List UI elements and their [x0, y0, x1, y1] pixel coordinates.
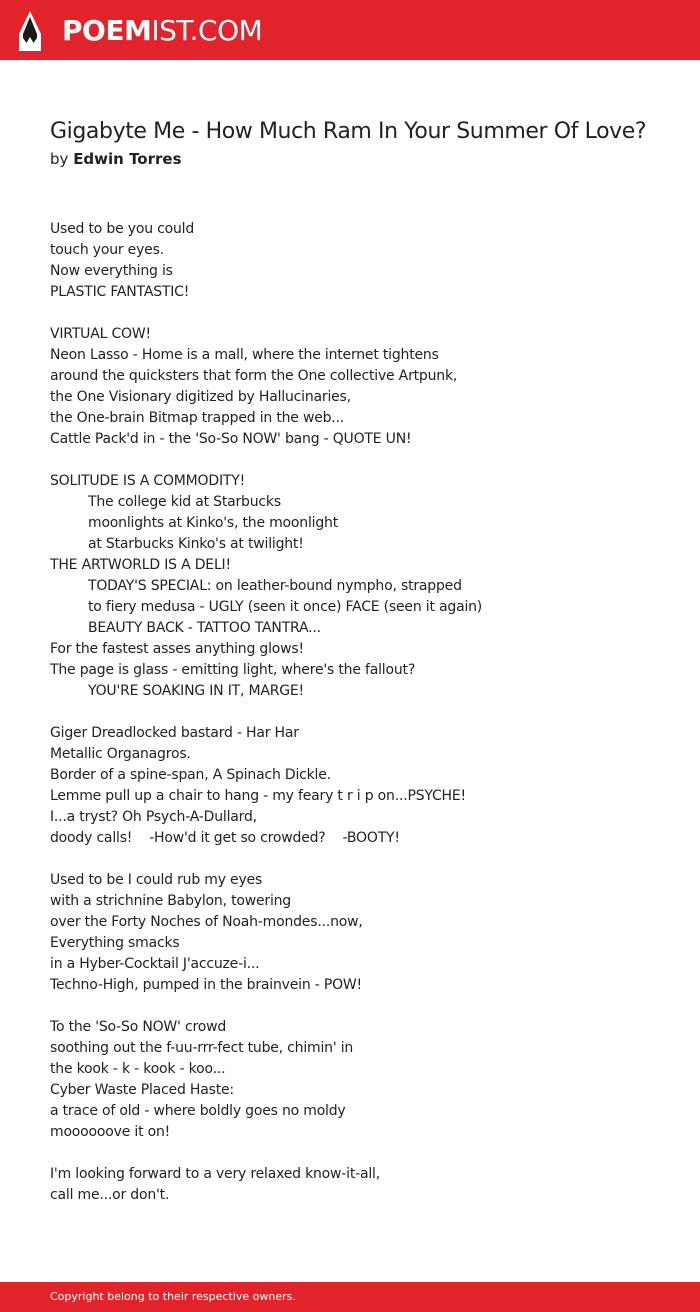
- poem-line: Metallic Organagros.: [50, 746, 191, 762]
- poem-line: BEAUTY BACK - TATTOO TANTRA...: [88, 620, 321, 636]
- poem-line: touch your eyes.: [50, 242, 164, 258]
- poem-line: Everything smacks: [50, 935, 180, 951]
- poem-line: Used to be I could rub my eyes: [50, 872, 263, 888]
- poem-line: PLASTIC FANTASTIC!: [50, 284, 190, 300]
- by-label: by: [50, 150, 69, 168]
- poem-line: the kook - k - kook - koo...: [50, 1061, 226, 1077]
- poem-line: SOLITUDE IS A COMMODITY!: [50, 473, 246, 489]
- poem-byline: [50, 148, 182, 170]
- poem-line: a trace of old - where boldly goes no moldy: [50, 1103, 346, 1119]
- poem-line: over the Forty Noches of Noah-mondes...now,: [50, 914, 363, 930]
- poem-line: THE ARTWORLD IS A DELI!: [50, 557, 231, 573]
- site-logo-link[interactable]: [18, 10, 262, 52]
- poem-line: the One Visionary digitized by Hallucinaries,: [50, 389, 351, 405]
- poem-line: Techno-High, pumped in the brainvein - POW!: [50, 977, 362, 993]
- poem-author: Edwin Torres: [73, 150, 182, 168]
- poem-line: For the fastest asses anything glows!: [50, 641, 304, 657]
- stanza-break: [50, 303, 690, 324]
- stanza-break: [50, 1143, 690, 1164]
- stanza-break: [50, 450, 690, 471]
- poem-line: Cyber Waste Placed Haste:: [50, 1082, 234, 1098]
- poem-line: around the quicksters that form the One collective Artpunk,: [50, 368, 458, 384]
- stanza-break: [50, 849, 690, 870]
- poem-line: the One-brain Bitmap trapped in the web...: [50, 410, 345, 426]
- copyright-notice: Copyright belong to their respective owners.: [50, 1290, 296, 1303]
- poem-line: to fiery medusa - UGLY (seen it once) FACE (seen it again): [88, 599, 483, 615]
- pencil-tip-icon: [18, 10, 42, 52]
- poem-line: Border of a spine-span, A Spinach Dickle.: [50, 767, 331, 783]
- poem-line: at Starbucks Kinko's at twilight!: [88, 536, 304, 552]
- poem-body: [50, 219, 690, 1206]
- site-header: [0, 0, 700, 60]
- logo-bold-text: POEM: [62, 14, 152, 47]
- poem-title: Gigabyte Me - How Much Ram In Your Summer Of Love?: [50, 119, 647, 144]
- stanza-break: [50, 702, 690, 723]
- poem-line: Neon Lasso - Home is a mall, where the internet tightens: [50, 347, 439, 363]
- poem-line: in a Hyber-Cocktail J'accuze-i...: [50, 956, 260, 972]
- poem-line: TODAY'S SPECIAL: on leather-bound nympho, strapped: [88, 578, 462, 594]
- poem-line: YOU'RE SOAKING IN IT, MARGE!: [88, 683, 304, 699]
- poem-line: with a strichnine Babylon, towering: [50, 893, 291, 909]
- poem-line: call me...or don't.: [50, 1187, 170, 1203]
- poem-line: soothing out the f-uu-rrr-fect tube, chimin' in: [50, 1040, 354, 1056]
- poem-line: I...a tryst? Oh Psych-A-Dullard,: [50, 809, 257, 825]
- poem-line: Used to be you could: [50, 221, 195, 237]
- stanza-break: [50, 996, 690, 1017]
- poem-line: moooooove it on!: [50, 1124, 171, 1140]
- poem-line: VIRTUAL COW!: [50, 326, 151, 342]
- poem-line: doody calls! -How'd it get so crowded? -BOOTY!: [50, 830, 400, 846]
- poem-line: Giger Dreadlocked bastard - Har Har: [50, 725, 299, 741]
- site-logo-text: [62, 10, 262, 52]
- poem-line: To the 'So-So NOW' crowd: [50, 1019, 227, 1035]
- poem-line: Lemme pull up a chair to hang - my feary t r i p on...PSYCHE!: [50, 788, 466, 804]
- poem-line: Now everything is: [50, 263, 173, 279]
- poem-line: The college kid at Starbucks: [88, 494, 281, 510]
- poem-line: I'm looking forward to a very relaxed know-it-all,: [50, 1166, 380, 1182]
- poem-line: Cattle Pack'd in - the 'So-So NOW' bang - QUOTE UN!: [50, 431, 412, 447]
- poem-line: moonlights at Kinko's, the moonlight: [88, 515, 338, 531]
- poem-line: The page is glass - emitting light, where's the fallout?: [50, 662, 416, 678]
- site-footer: [0, 1282, 700, 1312]
- logo-light-text: IST.COM: [151, 14, 263, 47]
